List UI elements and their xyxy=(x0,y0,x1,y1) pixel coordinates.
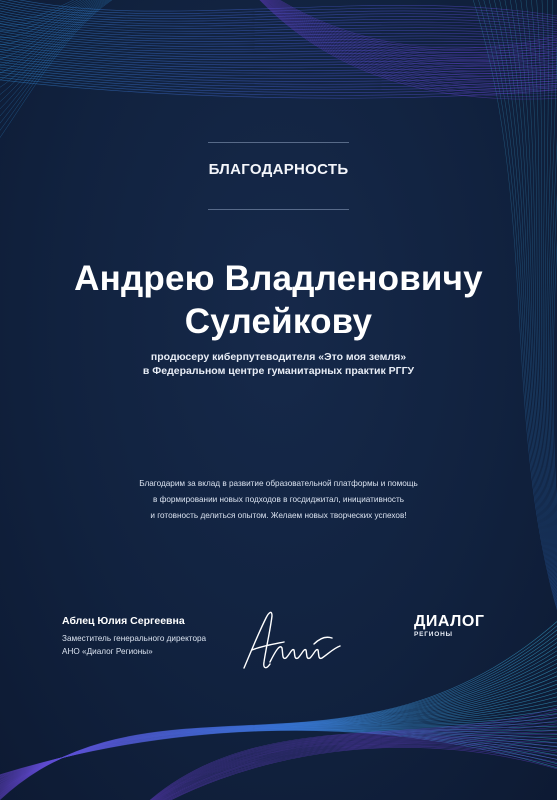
wave-line xyxy=(0,665,557,800)
recipient-position-line-1: продюсеру киберпутеводителя «Это моя земля» xyxy=(150,351,407,363)
wave-line xyxy=(0,670,557,800)
heading-bottom-rule xyxy=(208,209,349,210)
handwritten-signature xyxy=(236,604,346,676)
logo-sub-text: РЕГИОНЫ xyxy=(414,631,453,638)
wave-line xyxy=(0,730,557,782)
wave-line xyxy=(0,729,557,786)
wave-line xyxy=(0,0,130,118)
signer-organization: АНО «Диалог Регионы» xyxy=(62,647,153,656)
recipient-name-line-1: Андрею Владленовичу xyxy=(74,259,483,298)
wave-line xyxy=(0,0,130,135)
recipient-name-line-2: Сулейкову xyxy=(184,302,373,341)
top-wave-lines xyxy=(0,0,557,152)
signer-name: Аблец Юлия Сергеевна xyxy=(62,615,185,627)
message-line-2: в формировании новых подходов в госдиджитал, инициативность xyxy=(152,495,405,504)
signer-title: Заместитель генерального директора xyxy=(62,634,207,643)
wave-line xyxy=(120,744,557,800)
message-line-3: и готовность делиться опытом. Желаем новых творческих успехов! xyxy=(150,511,407,520)
message-line-1: Благодарим за вклад в развитие образовательной платформы и помощь xyxy=(139,479,418,488)
recipient-position-line-2: в Федеральном центре гуманитарных практик РГГУ xyxy=(142,365,415,377)
logo-main-text: ДИАЛОГ xyxy=(414,613,485,630)
wave-line xyxy=(120,745,557,800)
certificate-heading: БЛАГОДАРНОСТЬ xyxy=(208,161,349,178)
heading-top-rule xyxy=(208,142,349,143)
dialog-regions-logo xyxy=(414,613,484,638)
